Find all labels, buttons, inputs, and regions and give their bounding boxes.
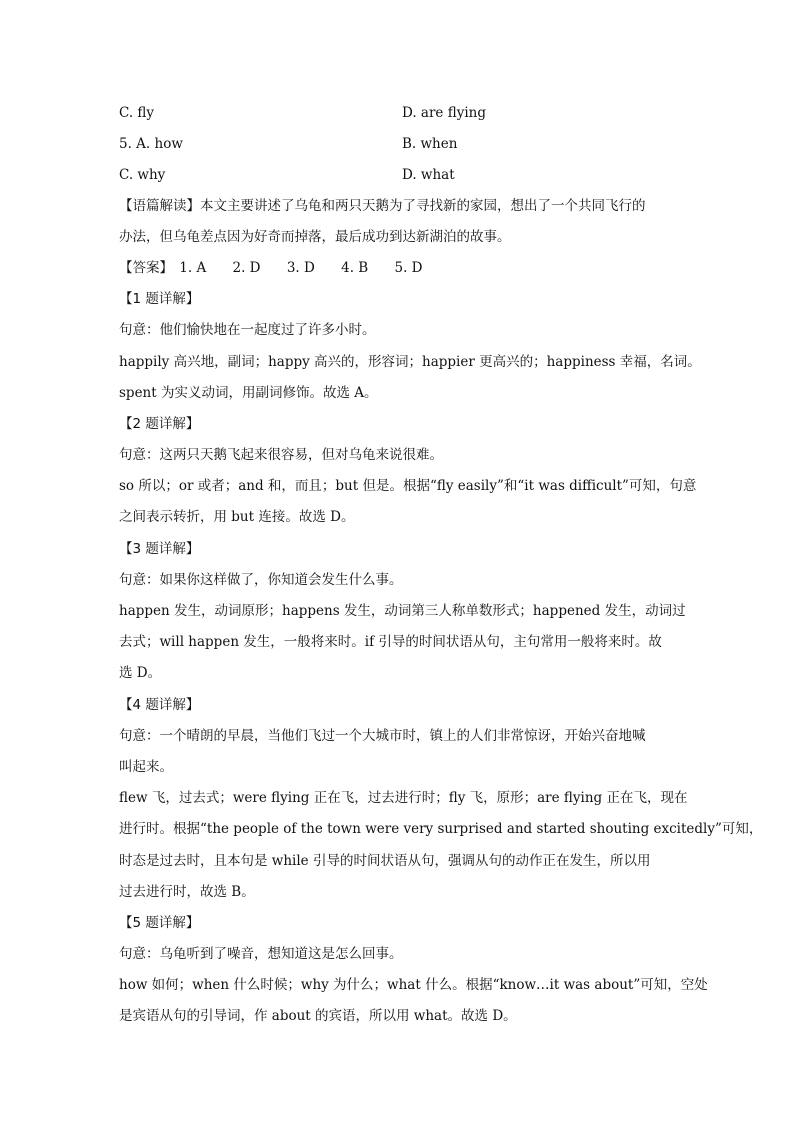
q1-explanation-2: spent 为实义动词，用副词修饰。故选 A。 (119, 385, 378, 401)
q4-explanation-1: flew 飞，过去式；were flying 正在飞，过去进行时；fly 飞，原形；are flying 正在飞，现在 (119, 790, 688, 806)
answer-item: 3. D (286, 260, 315, 276)
q3-explanation-1: happen 发生，动词原形；happens 发生，动词第三人称单数形式；happened 发生，动词过 (119, 603, 686, 619)
q1-explanation-1: happily 高兴地，副词；happy 高兴的，形容词；happier 更高兴的；happiness 幸福，名词。 (119, 354, 701, 370)
q3-meaning: 句意：如果你这样做了，你知道会发生什么事。 (119, 572, 403, 588)
q1-heading: 【1 题详解】 (119, 291, 200, 307)
q2-meaning: 句意：这两只天鹅飞起来很容易，但对乌龟来说很难。 (119, 447, 443, 463)
q3-explanation-2: 去式；will happen 发生，一般将来时。if 引导的时间状语从句，主句常用一般将来时。故 (119, 634, 662, 650)
q3-heading: 【3 题详解】 (119, 541, 200, 557)
intro-line-2: 办法，但乌龟差点因为好奇而掉落，最后成功到达新湖泊的故事。 (119, 229, 511, 245)
q4-explanation-2: 进行时。根据“the people of the town were very surprised and started shouting excitedly”可知， (119, 821, 763, 837)
answer-item: 2. D (232, 260, 261, 276)
option-row-q5-cd (119, 166, 679, 184)
answer-key (119, 259, 679, 277)
answer-item: 1. A (179, 260, 207, 276)
q2-explanation-2: 之间表示转折，用 but 连接。故选 D。 (119, 509, 355, 525)
option-q5-d: D. what (402, 167, 455, 183)
answer-item: 4. B (341, 260, 369, 276)
q2-explanation-1: so 所以；or 或者；and 和，而且；but 但是。根据“fly easily”和“it was difficult”可知，句意 (119, 478, 697, 494)
q5-explanation-1: how 如何；when 什么时候；why 为什么；what 什么。根据“know…it was about”可知，空处 (119, 977, 708, 993)
answer-label: 【答案】 (119, 260, 173, 276)
q4-heading: 【4 题详解】 (119, 697, 200, 713)
answer-item: 5. D (394, 260, 423, 276)
option-q4-d: D. are flying (402, 105, 486, 121)
q3-explanation-3: 选 D。 (119, 665, 162, 681)
option-q4-c: C. fly (119, 105, 155, 121)
option-q5-a: 5. A. how (119, 136, 183, 152)
option-row-q4-cd (119, 104, 679, 122)
q4-meaning-2: 叫起来。 (119, 759, 173, 775)
q2-heading: 【2 题详解】 (119, 416, 200, 432)
q5-heading: 【5 题详解】 (119, 915, 200, 931)
q5-explanation-2: 是宾语从句的引导词，作 about 的宾语，所以用 what。故选 D。 (119, 1008, 517, 1024)
option-q5-c: C. why (119, 167, 166, 183)
q4-meaning-1: 句意：一个晴朗的早晨，当他们飞过一个大城市时，镇上的人们非常惊讶，开始兴奋地喊 (119, 728, 646, 744)
q1-meaning: 句意：他们愉快地在一起度过了许多小时。 (119, 322, 376, 338)
q5-meaning: 句意：乌龟听到了噪音，想知道这是怎么回事。 (119, 946, 403, 962)
option-row-q5-ab (119, 135, 679, 153)
q4-explanation-3: 时态是过去时，且本句是 while 引导的时间状语从句，强调从句的动作正在发生，所以用 (119, 853, 651, 869)
intro-line-1: 【语篇解读】本文主要讲述了乌龟和两只天鹅为了寻找新的家园，想出了一个共同飞行的 (119, 198, 646, 214)
option-q5-b: B. when (402, 136, 458, 152)
q4-explanation-4: 过去进行时，故选 B。 (119, 884, 255, 900)
